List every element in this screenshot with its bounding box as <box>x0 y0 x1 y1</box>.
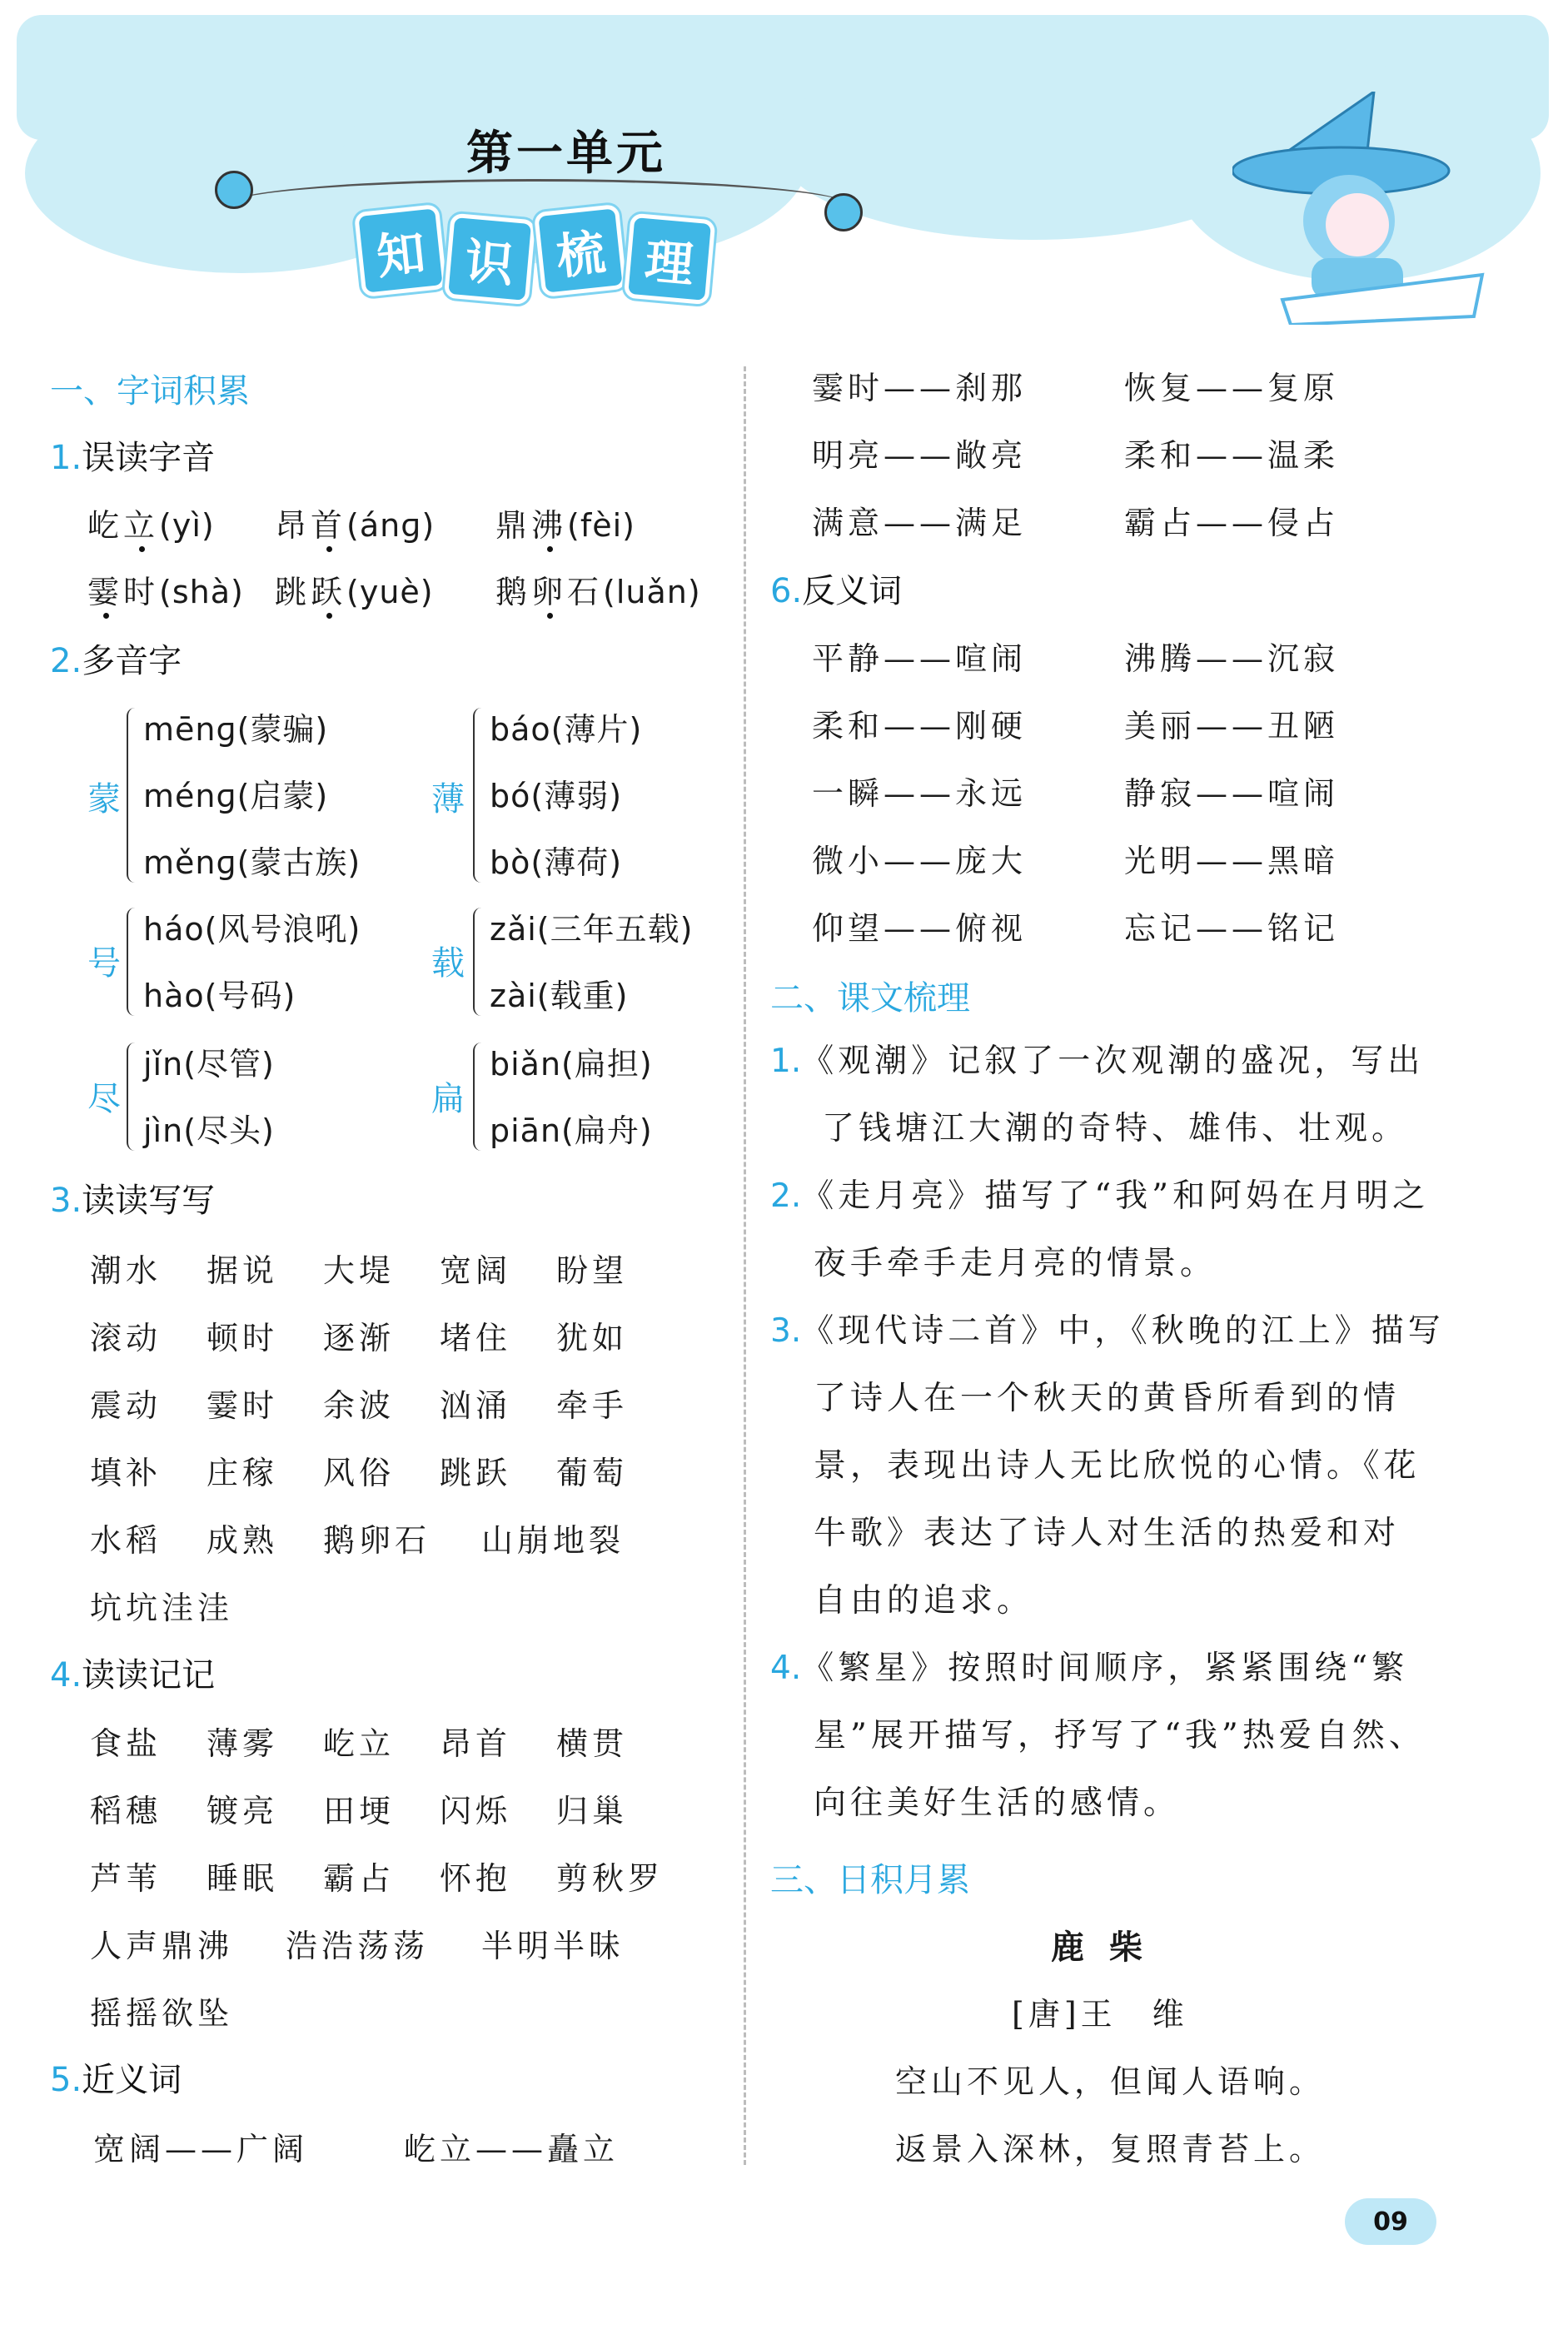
antonym-pair: 平静——喧闹 <box>812 640 1028 677</box>
word-item: 昂首 <box>440 1725 512 1762</box>
polyphone-reading: biǎn(扁担) <box>490 1046 653 1082</box>
word-item: 庄稼 <box>207 1455 279 1491</box>
antonym-pair: 美丽——丑陋 <box>1124 708 1340 744</box>
word-item: 镀亮 <box>207 1793 279 1829</box>
word-item: 大堤 <box>323 1252 396 1289</box>
synonym-pair: 明亮——敞亮 <box>812 437 1028 474</box>
poem-title: 鹿柴 <box>1051 1928 1167 1967</box>
word-item: 犹如 <box>556 1320 629 1356</box>
synonym-pair: 霸占——侵占 <box>1124 505 1340 541</box>
brace-icon <box>127 708 140 883</box>
word-item: 鹅卵石 <box>323 1522 431 1559</box>
synonym-pair: 霎时——刹那 <box>812 370 1028 406</box>
word-item: 逐渐 <box>323 1320 396 1356</box>
antonym-pair: 微小——庞大 <box>812 843 1028 879</box>
antonym-pair: 沸腾——沉寂 <box>1124 640 1340 677</box>
polyphone-char: 尽 <box>87 1080 121 1118</box>
word-item: 风俗 <box>323 1455 396 1491</box>
synonym-pair: 满意——满足 <box>812 505 1028 541</box>
word-item: 闪烁 <box>440 1793 512 1829</box>
word-item: 归巢 <box>556 1793 629 1829</box>
sub-heading-readwrite: 3.读读写写 <box>50 1182 216 1220</box>
synonym-pair: 屹立——矗立 <box>404 2131 620 2167</box>
synonym-pair: 宽阔——广阔 <box>93 2131 309 2167</box>
antonym-pair: 柔和——刚硬 <box>812 708 1028 744</box>
badge-char: 知 <box>354 204 447 297</box>
badge-char: 识 <box>444 213 536 306</box>
word-item: 顿时 <box>207 1320 279 1356</box>
sub-heading-antonyms: 6.反义词 <box>770 572 903 610</box>
polyphone-reading: bò(薄荷) <box>490 844 623 881</box>
word-item: 摇摇欲坠 <box>90 1995 234 2032</box>
antonym-pair: 一瞬——永远 <box>812 775 1028 812</box>
word-item: 填补 <box>90 1455 162 1491</box>
misread-row: 昂首(ánɡ) <box>275 507 436 544</box>
antonym-pair: 静寂——喧闹 <box>1124 775 1340 812</box>
synonym-pair: 柔和——温柔 <box>1124 437 1340 474</box>
misread-row: 跳跃(yuè) <box>275 574 434 610</box>
polyphone-char: 号 <box>87 944 121 983</box>
polyphone-reading: jǐn(尽管) <box>143 1046 275 1082</box>
word-item: 坑坑洼洼 <box>90 1590 234 1626</box>
word-item: 横贯 <box>556 1725 629 1762</box>
word-item: 盼望 <box>556 1252 629 1289</box>
button-ornament-icon <box>215 171 253 209</box>
word-item: 葡萄 <box>556 1455 629 1491</box>
word-item: 怀抱 <box>440 1860 512 1897</box>
poem-line: 空山不见人，但闻人语响。 <box>895 2063 1326 2100</box>
sub-number: 1. <box>50 439 82 477</box>
word-item: 霎时 <box>207 1387 279 1424</box>
witch-girl-illustration <box>1232 92 1499 325</box>
word-item: 食盐 <box>90 1725 162 1762</box>
word-item: 牵手 <box>556 1387 629 1424</box>
badge-char: 梳 <box>534 204 627 297</box>
polyphone-char: 扁 <box>431 1080 465 1118</box>
text-summary-item: 1.《观潮》记叙了一次观潮的盛况，写出 了钱塘江大潮的奇特、雄伟、壮观。 <box>770 1043 1425 1147</box>
poem-author: [唐]王 维 <box>1012 1996 1188 2033</box>
word-item: 人声鼎沸 <box>90 1928 234 1964</box>
antonym-pair: 仰望——俯视 <box>812 910 1028 947</box>
word-item: 田埂 <box>323 1793 396 1829</box>
polyphone-reading: hào(号码) <box>143 978 296 1014</box>
misread-row: 鼎沸(fèi) <box>495 507 635 544</box>
polyphone-reading: ménɡ(启蒙) <box>143 778 329 814</box>
section-badge <box>358 208 713 293</box>
polyphone-reading: báo(薄片) <box>490 711 643 748</box>
text-summary-item: 2.《走月亮》描写了“我”和阿妈在月明之 夜手牵手走月亮的情景。 <box>770 1177 1430 1282</box>
sub-title: 误读字音 <box>82 439 216 477</box>
sub-heading-readremember: 4.读读记记 <box>50 1656 216 1695</box>
word-item: 震动 <box>90 1387 162 1424</box>
brace-icon <box>473 908 486 1016</box>
misread-row: 屹立(yì) <box>87 507 215 544</box>
word-item: 据说 <box>207 1252 279 1289</box>
polyphone-reading: zǎi(三年五载) <box>490 911 694 948</box>
misread-row: 鹅卵石(luǎn) <box>495 574 701 610</box>
badge-char: 理 <box>624 213 716 306</box>
polyphone-reading: jìn(尽头) <box>143 1112 275 1149</box>
word-item: 薄雾 <box>207 1725 279 1762</box>
antonym-pair: 忘记——铭记 <box>1124 910 1340 947</box>
section-heading-daily: 三、日积月累 <box>770 1861 970 1899</box>
word-item: 睡眠 <box>207 1860 279 1897</box>
column-divider <box>744 366 746 2165</box>
word-item: 滚动 <box>90 1320 162 1356</box>
misread-row: 霎时(shà) <box>87 574 244 610</box>
polyphone-reading: bó(薄弱) <box>490 778 623 814</box>
word-item: 剪秋罗 <box>556 1860 665 1897</box>
poem-line: 返景入深林，复照青苔上。 <box>895 2131 1326 2167</box>
polyphone-reading: měnɡ(蒙古族) <box>143 844 361 881</box>
word-item: 水稻 <box>90 1522 162 1559</box>
brace-icon <box>473 708 486 883</box>
word-item: 堵住 <box>440 1320 512 1356</box>
word-item: 山崩地裂 <box>481 1522 625 1559</box>
synonym-pair: 恢复——复原 <box>1124 370 1340 406</box>
unit-title: 第一单元 <box>466 127 666 181</box>
polyphone-reading: zài(载重) <box>490 978 629 1014</box>
word-item: 屹立 <box>323 1725 396 1762</box>
word-item: 芦苇 <box>90 1860 162 1897</box>
word-item: 成熟 <box>207 1522 279 1559</box>
word-item: 稻穗 <box>90 1793 162 1829</box>
polyphone-char: 薄 <box>431 780 465 819</box>
section-heading-texts: 二、课文梳理 <box>770 979 970 1018</box>
brace-icon <box>473 1043 486 1151</box>
text-summary-item: 3.《现代诗二首》中，《秋晚的江上》描写 了诗人在一个秋天的黄昏所看到的情 景，表现出诗人无比欣悦的心情。《花 牛歌》表达了诗人对生活的热爱和对 自由的追求。 <box>770 1312 1445 1620</box>
word-item: 跳跃 <box>440 1455 512 1491</box>
text-summary-item: 4.《繁星》按照时间顺序，紧紧围绕“繁 星”展开描写，抒写了“我”热爱自然、 向往美好生活的感情。 <box>770 1650 1426 1822</box>
polyphone-reading: háo(风号浪吼) <box>143 911 361 948</box>
polyphone-char: 蒙 <box>87 780 121 819</box>
button-ornament-icon <box>824 193 863 231</box>
antonym-pair: 光明——黑暗 <box>1124 843 1340 879</box>
polyphone-char: 载 <box>431 944 465 983</box>
word-item: 潮水 <box>90 1252 162 1289</box>
section-heading-vocab: 一、字词积累 <box>50 372 250 411</box>
sub-heading-synonyms: 5.近义词 <box>50 2061 182 2099</box>
word-item: 余波 <box>323 1387 396 1424</box>
word-item: 半明半昧 <box>481 1928 625 1964</box>
page-number: 09 <box>1345 2198 1436 2245</box>
word-item: 宽阔 <box>440 1252 512 1289</box>
word-item: 浩浩荡荡 <box>286 1928 430 1964</box>
word-item: 汹涌 <box>440 1387 512 1424</box>
sub-heading-polyphone: 2.多音字 <box>50 642 182 680</box>
polyphone-reading: mēnɡ(蒙骗) <box>143 711 329 748</box>
word-item: 霸占 <box>323 1860 396 1897</box>
brace-icon <box>127 1043 140 1151</box>
sub-heading-misread <box>50 431 215 479</box>
polyphone-reading: piān(扁舟) <box>490 1112 653 1149</box>
brace-icon <box>127 908 140 1016</box>
